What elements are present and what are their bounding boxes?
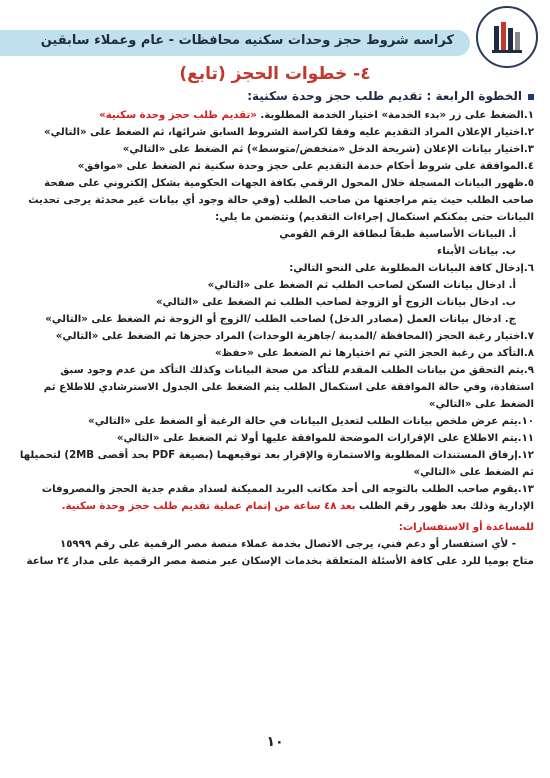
page-header [0,0,550,70]
step-item [16,345,534,362]
step-item-text: ٢.اختيار الإعلان المراد التقديم عليه وفقا لكراسة الشروط السابق شرائها، ثم الضغط على «التالي» [43,127,534,138]
step-item-text: ب. بيانات الأبناء [437,246,516,257]
help-title: للمساعدة أو الاستفسارات: [398,522,534,533]
step-item-text: ١.الضغط على زر «بدء الخدمة» اختيار الخدمة المطلوبة. [256,110,534,121]
step-item [16,294,534,311]
step-item [16,124,534,141]
step-item [16,362,534,413]
step-item-highlight: «تقديم طلب حجز وحدة سكنية» [99,110,257,121]
step-item-text: ب. ادخال بيانات الزوج أو الزوجة لصاحب الطلب ثم الضغط على «التالي» [155,297,516,308]
step-item [16,243,534,260]
step-item [16,226,534,243]
step-item-text: ج. ادخال بيانات العمل (مصادر الدخل) لصاحب الطلب /الزوج أو الزوجة ثم الضغط على «التالي» [45,314,516,325]
step-item-text: أ. ادخال بيانات السكن لصاحب الطلب ثم الضغط على «التالي» [207,280,516,291]
step-item [16,328,534,345]
page-number: ١٠ [266,734,284,750]
steps-list [16,107,534,515]
ministry-logo [476,6,538,68]
help-line-1: - لأي استفسار أو دعم فني، يرجى الاتصال بخدمة عملاء منصة مصر الرقمية على رقم ١٥٩٩٩ [59,539,516,550]
section-title: ٤- خطوات الحجز (تابع) [179,64,371,84]
step-item-text: ١١.يتم الاطلاع على الإقرارات الموضحة للموافقة عليها أولا ثم الضغط على «التالي» [116,433,534,444]
step-item-text: ٩.يتم التحقق من بيانات الطلب المقدم للتأكد من صحة البيانات وكذلك التأكد من عدم وجود سبق استفادة، وفي حالة الموافقة على استكمال الطلب يتم الضغط على الجدول الاسترشادي للاطلاع ثم الضغط على «التالي» [43,365,534,410]
step-item [16,141,534,158]
step-item-text: ٥.ظهور البيانات المسجلة خلال المحول الرقمي بكافة الجهات الحكومية بشكل إلكتروني على صفحة صاحب الطلب حيث يتم مراجعتها من صاحب الطلب (وفي حالة وجود أي بيانات غير محدثة يرجى تحديث البيانات حتى يمكنكم استكمال إجراءات التقديم) وتتضمن ما يلي: [28,178,534,223]
step-item [16,447,534,481]
step-item-text: أ. البيانات الأساسية طبقاً لبطاقة الرقم القومي [279,229,516,240]
step-heading [16,88,534,105]
step-item-text: ٨.التأكد من رغبة الحجز التي تم اختيارها ثم الضغط على «حفظ» [215,348,534,359]
step-item [16,175,534,226]
step-item-text: ٣.اختيار بيانات الإعلان (شريحة الدخل «منخفض/متوسط») ثم الضغط على «التالي» [122,144,534,155]
logo-emblem-icon [486,16,528,58]
step-heading-text: الخطوة الرابعة : تقديم طلب حجز وحدة سكنية: [247,89,522,103]
step-item [16,158,534,175]
step-item [16,277,534,294]
content [16,88,534,570]
step-item-text: ٦.إدخال كافة البيانات المطلوبة على النحو التالي: [289,263,534,274]
step-item [16,430,534,447]
step-item [16,260,534,277]
step-item [16,481,534,515]
step-item-text: ١٠.يتم عرض ملخص بيانات الطلب لتعديل البيانات في حالة الرغبة أو الضغط على «التالي» [88,416,534,427]
header-title: كراسه شروط حجز وحدات سكنيه محافظات - عام وعملاء سابقين [40,33,454,48]
step-item [16,107,534,124]
help-line-2: متاح يوميا للرد على كافة الأسئلة المتعلقة بخدمات الإسكان عبر منصة مصر الرقمية على مدار ٢٤ ساعة [26,556,534,567]
step-item-text: ٤.الموافقة على شروط أحكام خدمة التقديم على حجز وحدة سكنية ثم الضغط على «موافق» [77,161,534,172]
step-item-text: ١٣.يقوم صاحب الطلب بالتوجه الى أحد مكاتب البريد المميكنة لسداد مقدم جدية الحجز والمصروفات الإدارية وذلك بعد ظهور رقم الطلب [41,484,534,512]
step-item-text: ٧.اختيار رغبة الحجز (المحافظة /المدينة /جاهزية الوحدات) المراد حجزها ثم الضغط على «التالي» [55,331,534,342]
square-bullet-icon [528,94,534,100]
step-item [16,311,534,328]
step-item [16,413,534,430]
step-item-highlight: بعد ٤٨ ساعة من إتمام عملية تقديم طلب حجز وحدة سكنية. [61,501,356,512]
step-item-text: ١٢.إرفاق المستندات المطلوبة والاستمارة والإقرار بعد توقيعهما (بصيغة PDF بحد أقصى 2MB) لتحميلها ثم الضغط على «التالي» [19,450,534,478]
